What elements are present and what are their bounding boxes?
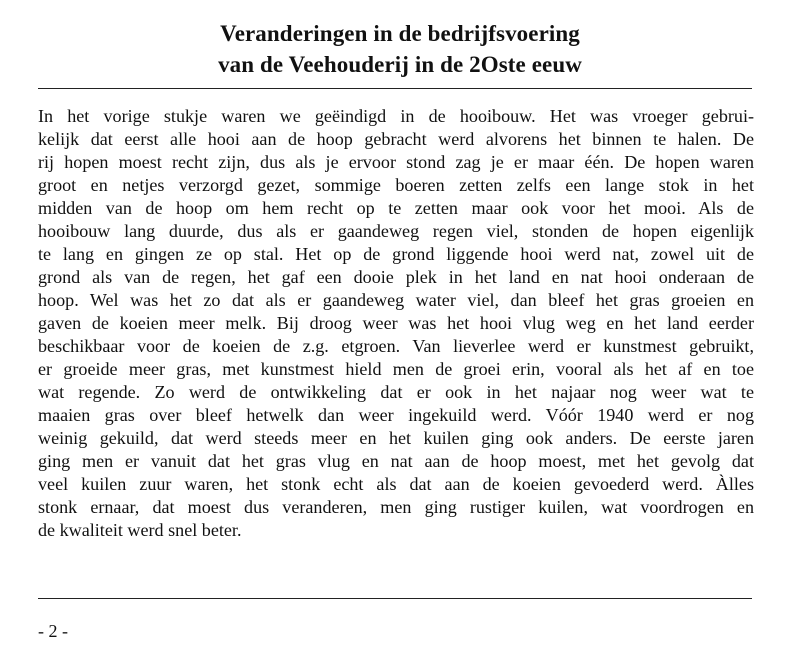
body-line: kelijk dat eerst alle hooi aan de hoop gebracht werd alvorens het binnen te halen. De: [38, 129, 754, 149]
body-line: gaven de koeien meer melk. Bij droog weer was het hooi vlug weg en het land eerder: [38, 313, 754, 333]
body-line: te lang en gingen ze op stal. Het op de grond liggende hooi werd nat, zowel uit de: [38, 244, 754, 264]
title-line-2: van de Veehouderij in de 2Oste eeuw: [218, 52, 582, 77]
page-number: - 2 -: [38, 621, 68, 641]
top-divider: [38, 88, 752, 89]
body-line: grond als van de regen, het gaf een dooie plek in het land en nat hooi onderaan de: [38, 267, 754, 287]
body-line: rij hopen moest recht zijn, dus als je ervoor stond zag je er maar één. De hopen waren: [38, 152, 754, 172]
body-line: In het vorige stukje waren we geëindigd in de hooibouw. Het was vroeger gebrui-: [38, 106, 754, 126]
body-line: groot en netjes verzorgd gezet, sommige boeren zetten zelfs een lange stok in het: [38, 175, 754, 195]
title-line-1: Veranderingen in de bedrijfsvoering: [220, 21, 580, 46]
body-line: stonk ernaar, dat moest dus veranderen, men ging rustiger kuilen, wat voordrogen en: [38, 497, 754, 517]
body-line: midden van de hoop om hem recht op te zetten maar ook voor het mooi. Als de: [38, 198, 754, 218]
body-line: veel kuilen zuur waren, het stonk echt als dat aan de koeien gevoederd werd. Àlles: [38, 474, 754, 494]
bottom-divider: [38, 598, 752, 599]
body-line: wat regende. Zo werd de ontwikkeling dat er ook in het najaar nog weer wat te: [38, 382, 754, 402]
body-line: beschikbaar voor de koeien de z.g. etgroen. Van lieverlee werd er kunstmest gebruikt,: [38, 336, 754, 356]
body-line: er groeide meer gras, met kunstmest hield men de groei erin, vooral als het af en toe: [38, 359, 754, 379]
body-line: ging men er vanuit dat het gras vlug en nat aan de hoop moest, met het gevolg dat: [38, 451, 754, 471]
body-line: hoop. Wel was het zo dat als er gaandeweg water viel, dan bleef het gras groeien en: [38, 290, 754, 310]
body-line-last: de kwaliteit werd snel beter.: [38, 520, 242, 540]
article-body: [38, 105, 758, 542]
body-line: hooibouw lang duurde, dus als er gaandeweg regen viel, stonden de hopen eigenlijk: [38, 221, 754, 241]
body-line: weinig gekuild, dat werd steeds meer en het kuilen ging ook anders. De eerste jaren: [38, 428, 754, 448]
article-title: [0, 18, 800, 80]
body-line: maaien gras over bleef hetwelk dan weer ingekuild werd. Vóór 1940 werd er nog: [38, 405, 754, 425]
